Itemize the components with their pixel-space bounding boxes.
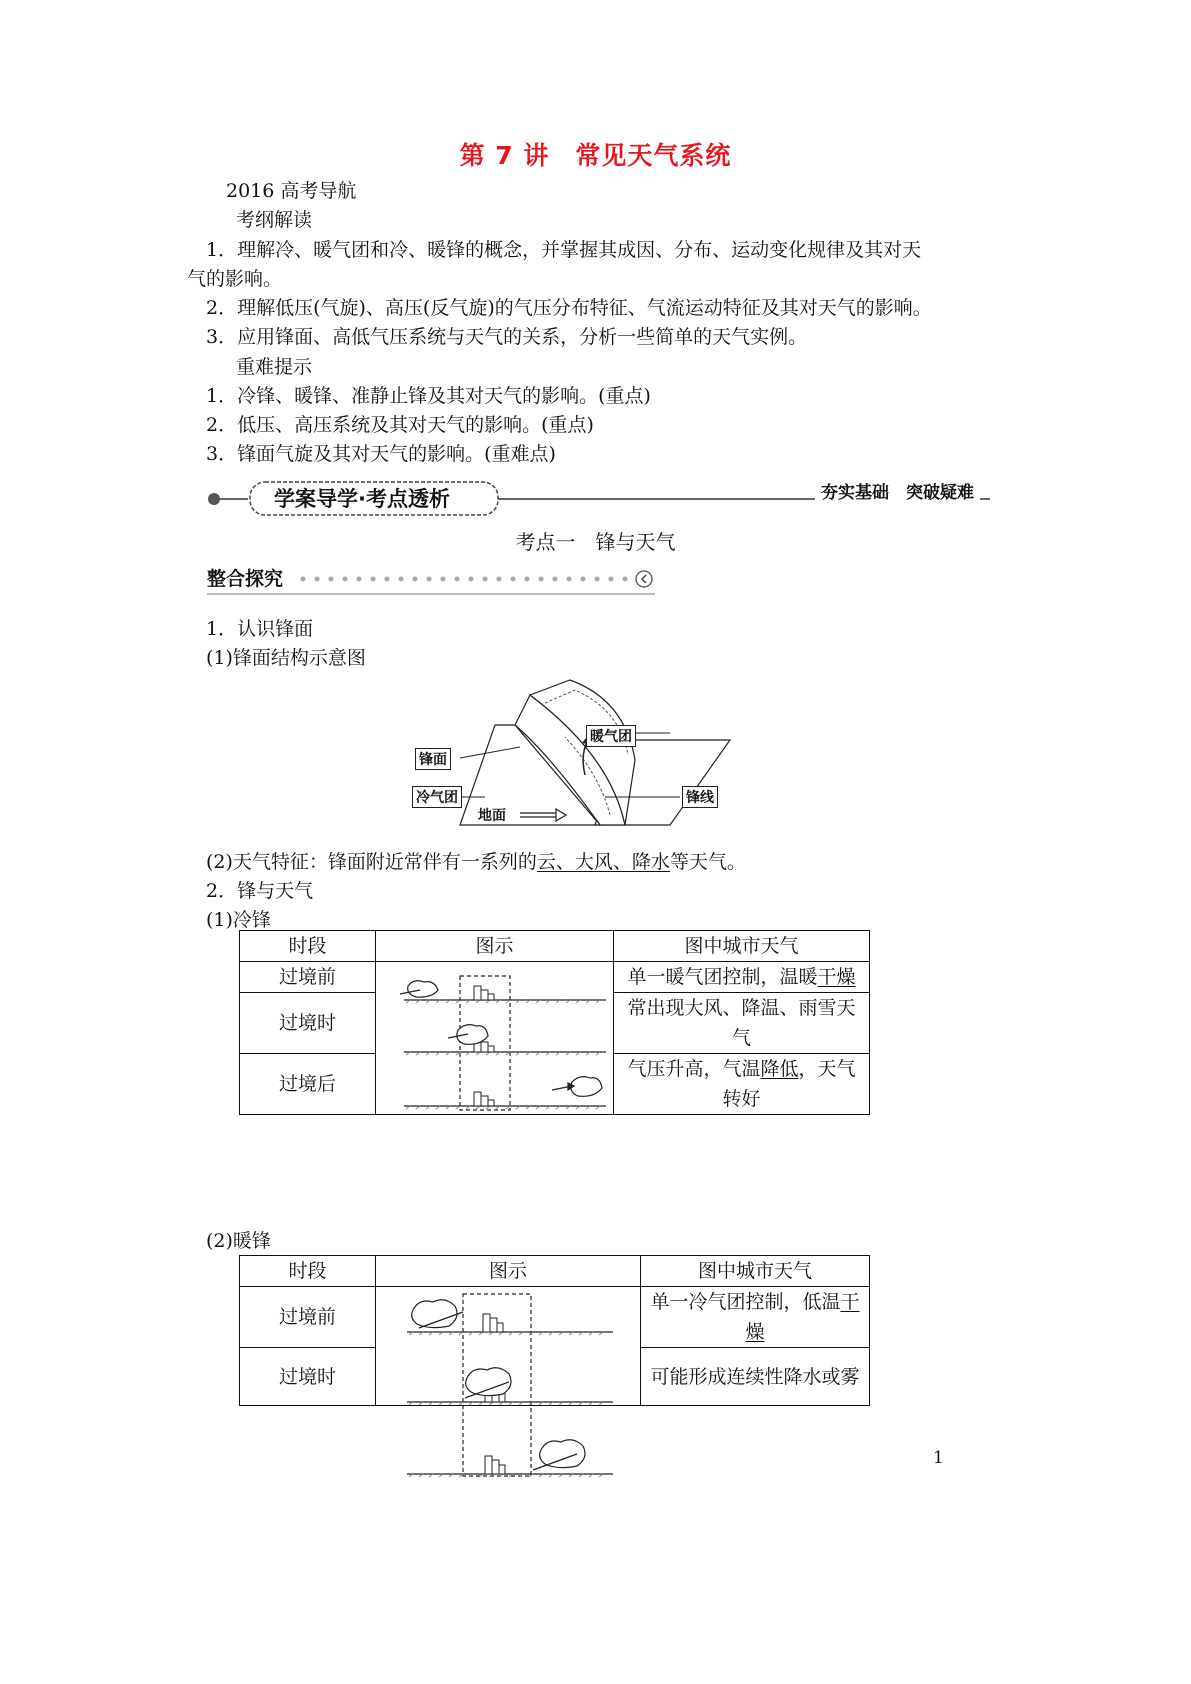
key-point: 2．低压、高压系统及其对天气的影响。(重点)	[206, 414, 594, 436]
weather-cell: 单一暖气团控制，温暖干燥	[614, 962, 870, 993]
page-title: 第 7 讲 常见天气系统	[459, 141, 732, 170]
table-header: 图中城市天气	[614, 931, 870, 962]
banner-label: 学案导学·考点透析	[274, 487, 450, 511]
syllabus-line: 气的影响。	[187, 268, 283, 290]
key-point: 3．锋面气旋及其对天气的影响。(重难点)	[206, 443, 556, 465]
table-header: 图示	[376, 1256, 641, 1287]
front-structure-diagram	[410, 675, 740, 840]
label-warm-air: 暖气团	[586, 725, 636, 747]
page-number: 1	[933, 1448, 944, 1468]
label-front: 锋面	[415, 748, 451, 770]
key-point: 1．冷锋、暖锋、准静止锋及其对天气的影响。(重点)	[206, 385, 651, 407]
table-header: 时段	[240, 1256, 376, 1287]
front-weather-heading: 2．锋与天气	[206, 880, 314, 902]
label-ground: 地面	[478, 808, 506, 824]
label-cold-air: 冷气团	[412, 786, 462, 808]
syllabus-line: 3．应用锋面、高低气压系统与天气的关系，分析一些简单的天气实例。	[206, 326, 808, 348]
table-header: 时段	[240, 931, 376, 962]
weather-cell: 常出现大风、降温、雨雪天气	[614, 993, 870, 1054]
weather-cell: 可能形成连续性降水或雾	[641, 1348, 870, 1406]
key-heading: 重难提示	[236, 356, 313, 378]
section-header	[207, 562, 657, 596]
weather-feature-suffix: 等天气。	[669, 851, 746, 873]
syllabus-line: 1．理解冷、暖气团和冷、暖锋的概念，并掌握其成因、分布、运动变化规律及其对天	[206, 239, 922, 261]
structure-label: (1)锋面结构示意图	[206, 647, 366, 669]
warm-front-illustration	[405, 1290, 615, 1480]
section-label: 整合探究	[207, 568, 284, 590]
weather-feature	[206, 847, 746, 878]
table-header: 图中城市天气	[641, 1256, 870, 1287]
warm-front-label: (2)暖锋	[206, 1230, 271, 1252]
table-header: 图示	[376, 931, 614, 962]
period-cell: 过境后	[240, 1054, 376, 1115]
weather-feature-underlined: 云、大风、降水	[536, 851, 670, 873]
recognize-heading: 1．认识锋面	[206, 618, 314, 640]
weather-cell: 单一冷气团控制，低温干燥	[641, 1287, 870, 1348]
section-banner	[200, 478, 990, 518]
nav-heading: 2016 高考导航	[226, 180, 357, 202]
period-cell: 过境前	[240, 1287, 376, 1348]
topic-title: 考点一 锋与天气	[515, 530, 676, 554]
cold-front-illustration	[376, 962, 614, 1115]
table-row	[240, 962, 870, 993]
cold-front-table	[239, 930, 870, 1115]
weather-cell: 气压升高，气温降低，天气转好	[614, 1054, 870, 1115]
period-cell: 过境前	[240, 962, 376, 993]
weather-feature-prefix: (2)天气特征：锋面附近常伴有一系列的	[206, 851, 537, 873]
syllabus-line: 2．理解低压(气旋)、高压(反气旋)的气压分布特征、气流运动特征及其对天气的影响。	[206, 297, 932, 319]
period-cell: 过境时	[240, 993, 376, 1054]
syllabus-heading: 考纲解读	[236, 209, 313, 231]
period-cell: 过境时	[240, 1348, 376, 1406]
cold-front-label: (1)冷锋	[206, 909, 271, 931]
label-front-line: 锋线	[682, 786, 718, 808]
banner-right-text: 夯实基础 突破疑难	[815, 478, 980, 503]
